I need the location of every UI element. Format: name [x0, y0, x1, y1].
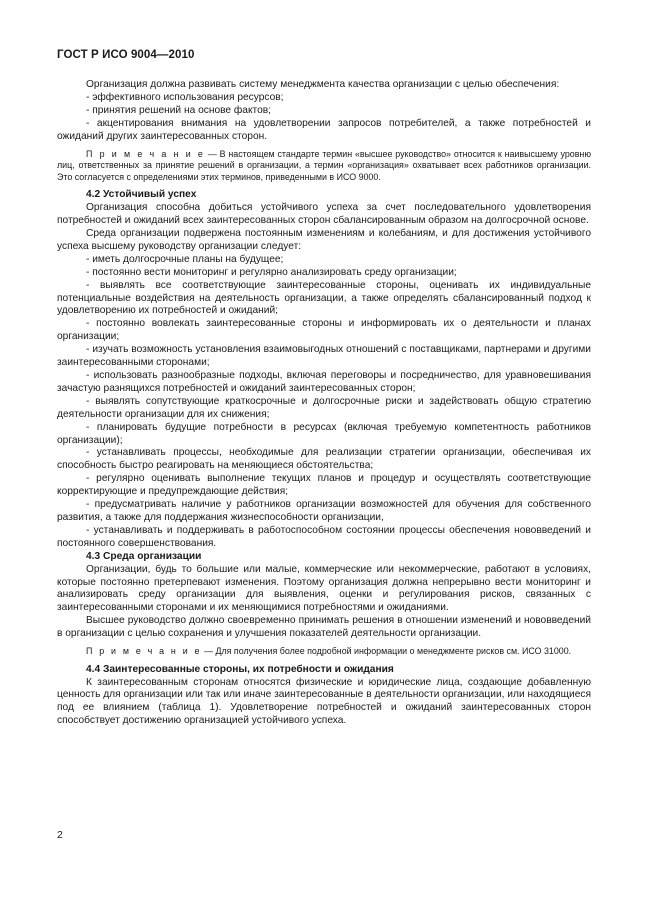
section-4-4-title: 4.4 Заинтересованные стороны, их потребности и ожидания: [86, 663, 394, 675]
list-item: - планировать будущие потребности в ресурсах (включая требуемую компетентность работников организации);: [57, 421, 591, 446]
paragraph: К заинтересованным сторонам относятся физические и юридические лица, создающие добавленную ценность для организации или так или иначе заинтересованные в деятельности организации, или находящиеся под ее влиянием (таблица 1). Удовлетворение потребностей и ожиданий заинтересованных сторон способствует достижению организацией устойчивого успеха.: [57, 676, 591, 727]
note-label: П р и м е ч а н и е: [86, 646, 202, 657]
list-item: - принятия решений на основе фактов;: [86, 104, 271, 116]
list-item: - предусматривать наличие у работников организации возможностей для обучения для собственного развития, а также для поддержания жизнеспособности организации,: [57, 499, 591, 523]
intro-paragraph: Организация должна развивать систему менеджмента качества организации с целью обеспечения:: [86, 79, 560, 90]
list-item: - выявлять все соответствующие заинтересованные стороны, оценивать их индивидуальные потенциальные воздействия на деятельность организации, а также определять сбалансированный подход к удовлетворению их потребностей и ожиданий;: [57, 279, 591, 317]
list-item: - эффективного использования ресурсов;: [86, 91, 284, 103]
list-item: - устанавливать и поддерживать в работоспособном состоянии процессы обеспечения нововведений и постоянного совершенствования.: [57, 524, 591, 549]
section-4-2-title: 4.2 Устойчивый успех: [86, 189, 197, 201]
page-body: [57, 79, 591, 728]
paragraph: Среда организации подвержена постоянным изменениям и колебаниям, и для достижения устойчивого успеха высшему руководству организации следует:: [57, 228, 591, 252]
note-1: [57, 149, 591, 184]
list-item: - иметь долгосрочные планы на будущее;: [86, 253, 284, 265]
paragraph: Организация способна добиться устойчивого успеха за счет последовательного удовлетворения потребностей и ожиданий всех заинтересованных сторон сбалансированным образом на долгосрочной основе.: [57, 202, 591, 227]
note-label: П р и м е ч а н и е: [86, 148, 206, 159]
note-2: [57, 646, 591, 658]
note-text: — Для получения более подробной информации о менеджменте рисков см. ИСО 31000.: [201, 646, 572, 657]
paragraph: Организации, будь то большие или малые, коммерческие или некоммерческие, работают в условиях, которые постоянно претерпевают изменения. Поэтому организация должна непрерывно вести мониторинг и анализировать среду организации для выявления, оценки и регулирования рисков, связанных с заинтересованными сторонами и их меняющимися потребностями и ожиданиями.: [57, 563, 591, 614]
list-item: - использовать разнообразные подходы, включая переговоры и посредничество, для уравновешивания зачастую разнящихся потребностей и ожиданий заинтересованных сторон;: [57, 370, 591, 394]
section-4-3-title: 4.3 Среда организации: [86, 550, 202, 562]
list-item: - выявлять сопутствующие краткосрочные и долгосрочные риски и задействовать общую стратегию деятельности организации для их снижения;: [57, 395, 591, 420]
page-number: 2: [57, 829, 63, 841]
list-item: - регулярно оценивать выполнение текущих планов и процедур и осуществлять соответствующие корректирующие и предупреждающие действия;: [57, 473, 591, 498]
list-item: - постоянно вести мониторинг и регулярно анализировать среду организации;: [86, 266, 457, 278]
note-text: — В настоящем стандарте термин «высшее руководство» относится к наивысшему уровню лиц, ответственных за принятие решений в организации, а термин «организация» охватывает всех работников организации. Это согласуется с определениями этих терминов, приведенными в ИСО 9000.: [57, 148, 591, 182]
list-item: - акцентирования внимания на удовлетворении запросов потребителей, а также потребностей и ожиданий других заинтересованных сторон.: [57, 117, 591, 142]
paragraph: Высшее руководство должно своевременно принимать решения в отношении изменений и нововведений в организации с целью сохранения и улучшения показателей деятельности организации.: [57, 615, 591, 640]
list-item: - постоянно вовлекать заинтересованные стороны и информировать их о деятельности и планах организации;: [57, 318, 591, 343]
list-item: - устанавливать процессы, необходимые для реализации стратегии организации, обеспечивая их способность быстро реагировать на меняющиеся обстоятельства;: [57, 447, 591, 472]
document-header: ГОСТ Р ИСО 9004—2010: [57, 49, 195, 61]
list-item: - изучать возможность установления взаимовыгодных отношений с поставщиками, партнерами и другими заинтересованными сторонами;: [57, 344, 591, 369]
